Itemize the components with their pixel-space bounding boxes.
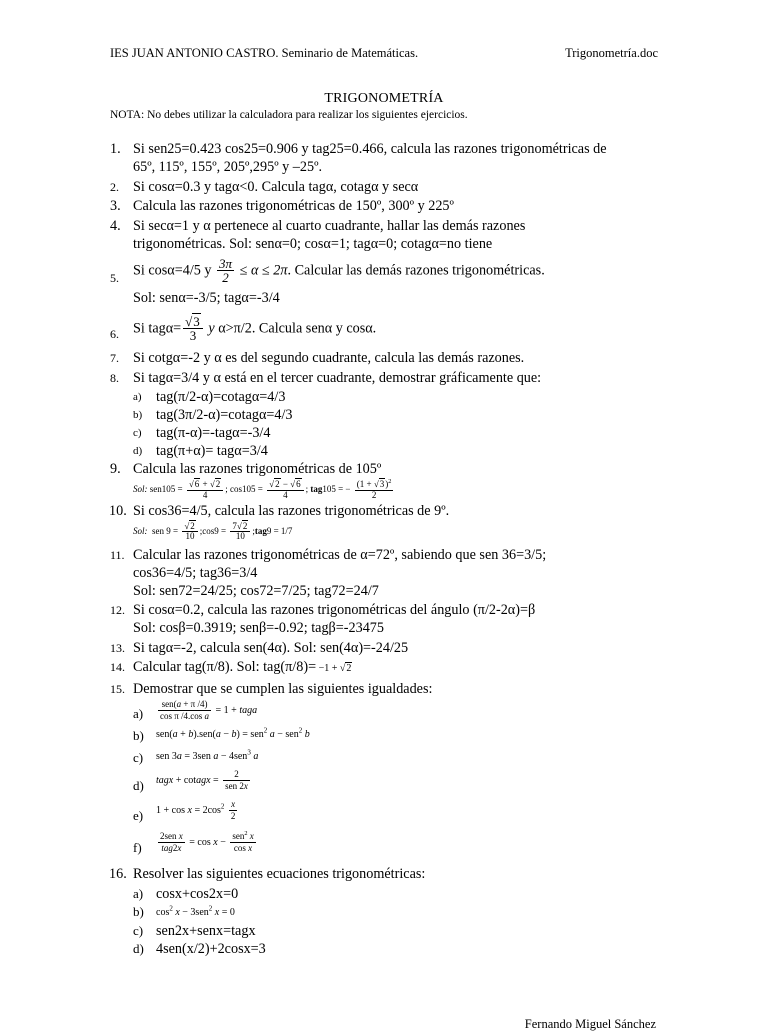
subitem-text: tag(3π/2-α)=cotagα=4/3	[156, 407, 293, 424]
exercise-number: 5.	[110, 270, 119, 285]
exercise-text	[133, 315, 670, 343]
exercise-number: 1.	[110, 141, 121, 157]
subitem-label: d)	[133, 445, 143, 458]
exercise-text: Si sen25=0.423 cos25=0.906 y tag25=0.466, calcula las razones trigonométricas de	[133, 141, 607, 157]
identity-a	[110, 699, 670, 725]
exercise-text-part: α>π/2. Calcula senα y cosα.	[218, 320, 377, 337]
footer-author: Fernando Miguel Sánchez	[524, 1017, 656, 1031]
exercise-solution: Sol: sen72=24/25; cos72=7/25; tag72=24/7	[133, 582, 379, 599]
exercise-text	[133, 658, 670, 678]
exercise-text: Si cos36=4/5, calcula las razones trigonométricas de 9º.	[133, 502, 450, 519]
exercise-number: 3.	[110, 198, 121, 214]
exercise-number: 10.	[109, 502, 127, 519]
exercise-text-part: Si tagα=	[133, 320, 182, 337]
exercise-3	[110, 197, 670, 215]
subitem-8d	[110, 442, 670, 460]
subitem-label: b)	[133, 903, 144, 919]
exercise-text: Si cotgα=-2 y α es del segundo cuadrante, calcula las demás razones.	[133, 350, 525, 367]
identity-f	[110, 831, 670, 863]
exercise-number: 2.	[110, 179, 119, 194]
exercise-number: 16.	[109, 866, 127, 883]
exercise-text: Si cosα=0.2, calcula las razones trigonométricas del ángulo (π/2-2α)=β	[133, 602, 536, 619]
exercise-10	[110, 502, 670, 542]
subitem-label: c)	[133, 427, 142, 440]
exercise-1	[110, 140, 670, 176]
equation-formula: $\cos^2 x - 3sen^2$ x = 0	[156, 904, 235, 918]
exercise-solution: Sol: senα=-3/5; tagα=-3/4	[133, 289, 280, 306]
exercise-text: trigonométricas. Sol: senα=0; cosα=1; tagα=0; cotagα=no tiene	[133, 235, 493, 252]
exercise-list	[110, 140, 670, 958]
exercise-15	[110, 680, 670, 698]
subitem-label: b)	[133, 728, 144, 744]
page-title: TRIGONOMETRÍA	[324, 91, 444, 106]
subitem-label: f)	[133, 840, 142, 856]
subitem-label: c)	[133, 750, 144, 766]
exercise-number: 11.	[110, 547, 125, 562]
formula-fraction: $\frac{3\pi}{2}$	[219, 255, 233, 286]
header-right: Trigonometría.doc	[565, 46, 658, 60]
exercise-text: Calcular las razones trigonométricas de α=72º, sabiendo que sen 36=3/5;	[133, 546, 547, 563]
exercise-13	[110, 639, 670, 657]
exercise-text: Si tagα=3/4 y α está en el tercer cuadrante, demostrar gráficamente que:	[133, 369, 542, 386]
header-left: IES JUAN ANTONIO CASTRO. Seminario de Matemáticas.	[110, 46, 419, 60]
exercise-text: Si secα=1 y α pertenece al cuarto cuadrante, hallar las demás razones	[133, 217, 526, 234]
equation-text: 4sen(x/2)+2cosx=3	[156, 940, 266, 957]
subitem-label: b)	[133, 409, 143, 422]
formula-conjunction: y	[208, 320, 215, 337]
equation-a	[110, 885, 670, 903]
exercise-number: 4.	[110, 217, 121, 234]
subitem-text: tag(π+α)= tagα=3/4	[156, 443, 268, 460]
exercise-number: 6.	[110, 326, 119, 341]
equation-b	[110, 903, 670, 922]
exercise-14	[110, 658, 670, 678]
exercise-text: cos36=4/5; tag36=3/4	[133, 564, 258, 581]
note: NOTA: No debes utilizar la calculadora para realizar los siguientes ejercicios.	[110, 109, 468, 121]
subitem-8c	[110, 424, 670, 442]
exercise-number: 14.	[110, 660, 125, 675]
exercise-text: Resolver las siguientes ecuaciones trigonométricas:	[133, 866, 426, 883]
formula-fraction: $\frac{√3}{3}$	[183, 315, 203, 343]
identity-e	[110, 799, 670, 831]
exercise-text: Calcula las razones trigonométricas de 150º, 300º y 225º	[133, 198, 454, 214]
equation-text: cosx+cos2x=0	[156, 885, 239, 902]
formula-result: −1 + √2	[316, 663, 352, 675]
identity-formula: $\frac{\text{sen(a + π /4)}}{\text{cos π /4.cos a}}$ = 1 + taga	[160, 699, 258, 722]
exercise-number: 15.	[110, 681, 125, 696]
identity-formula: sen 3a = 3sen a − 4sen$^3$ a	[156, 748, 259, 763]
exercise-4	[110, 217, 670, 253]
identity-b	[110, 725, 670, 747]
exercise-text: 65º, 115º, 155º, 205º,295º y –25º.	[133, 159, 323, 175]
exercise-text-part: Si cosα=4/5 y	[133, 261, 212, 278]
subitem-label: c)	[133, 922, 144, 938]
exercise-text: Si cosα=0.3 y tagα<0. Calcula tagα, cotagα y secα	[133, 178, 419, 195]
identity-formula: sen(a + b).sen(a − b) = sen$^2$ a − sen$^2$ b	[156, 726, 310, 741]
subitem-label: d)	[133, 940, 144, 956]
subitem-label: a)	[133, 885, 144, 901]
exercise-12	[110, 601, 670, 637]
subitem-label: e)	[133, 808, 144, 824]
exercise-11	[110, 546, 670, 600]
subitem-text: tag(π/2-α)=cotagα=4/3	[156, 389, 286, 406]
exercise-text: Si tagα=-2, calcula sen(4α). Sol: sen(4α)=-24/25	[133, 639, 409, 656]
exercise-7	[110, 349, 670, 367]
subitem-8b	[110, 406, 670, 424]
subitem-label: a)	[133, 391, 142, 404]
exercise-5	[110, 257, 670, 307]
exercise-2	[110, 178, 670, 196]
exercise-16	[110, 865, 670, 883]
solution-formula-9: Sol: sen 9 = $\frac{√2}{10}$ ;cos9 = $\frac{7√2}{10}$ ;tag9 = 1/7	[133, 520, 293, 542]
subitem-label: a)	[133, 706, 144, 722]
identity-formula: $\frac{\text{2sen x}}{\text{tag2x}}$ = cos x − $\frac{sen^2 x}{\text{cos x}}$	[160, 830, 254, 854]
exercise-text: Demostrar que se cumplen las siguientes igualdades:	[133, 680, 433, 697]
formula-inequality: ≤ α ≤ 2π	[239, 261, 288, 278]
subitem-8a	[110, 388, 670, 406]
exercise-text-part: . Calcular las demás razones trigonométricas.	[287, 261, 545, 278]
solution-formula-105: Sol: sen105 = $\frac{√6 + √2}{4}$ ; cos105 = $\frac{√2 - √6}{4}$ ; tag105 = − $\frac{(1 + √3)^2}{2}$	[133, 478, 392, 500]
equation-text: sen2x+senx=tagx	[156, 922, 256, 939]
subitem-text: tag(π-α)=-tagα=-3/4	[156, 425, 271, 442]
exercise-number: 9.	[110, 461, 121, 478]
exercise-text	[133, 257, 670, 285]
exercise-number: 13.	[110, 640, 125, 655]
exercise-text-part: Calcular tag(π/8). Sol: tag(π/8)=	[133, 659, 317, 676]
equation-c	[110, 922, 670, 940]
exercise-text: Calcula las razones trigonométricas de 105º	[133, 461, 382, 478]
exercise-8	[110, 369, 670, 387]
exercise-9	[110, 460, 670, 500]
equation-d	[110, 940, 670, 958]
exercise-number: 7.	[110, 351, 119, 366]
exercise-number: 8.	[110, 370, 119, 385]
exercise-6	[110, 315, 670, 343]
subitem-label: d)	[133, 778, 144, 794]
exercise-number: 12.	[110, 603, 125, 618]
exercise-solution: Sol: cosβ=0.3919; senβ=-0.92; tagβ=-23475	[133, 620, 384, 637]
identity-formula: tagx + cotagx = $\frac{2}{\text{sen 2x}}$	[156, 769, 248, 792]
identity-formula: $1 + \cos x = 2\cos^2$ $\frac{x}{2}$	[156, 799, 236, 822]
identity-d	[110, 769, 670, 799]
identity-c	[110, 747, 670, 769]
